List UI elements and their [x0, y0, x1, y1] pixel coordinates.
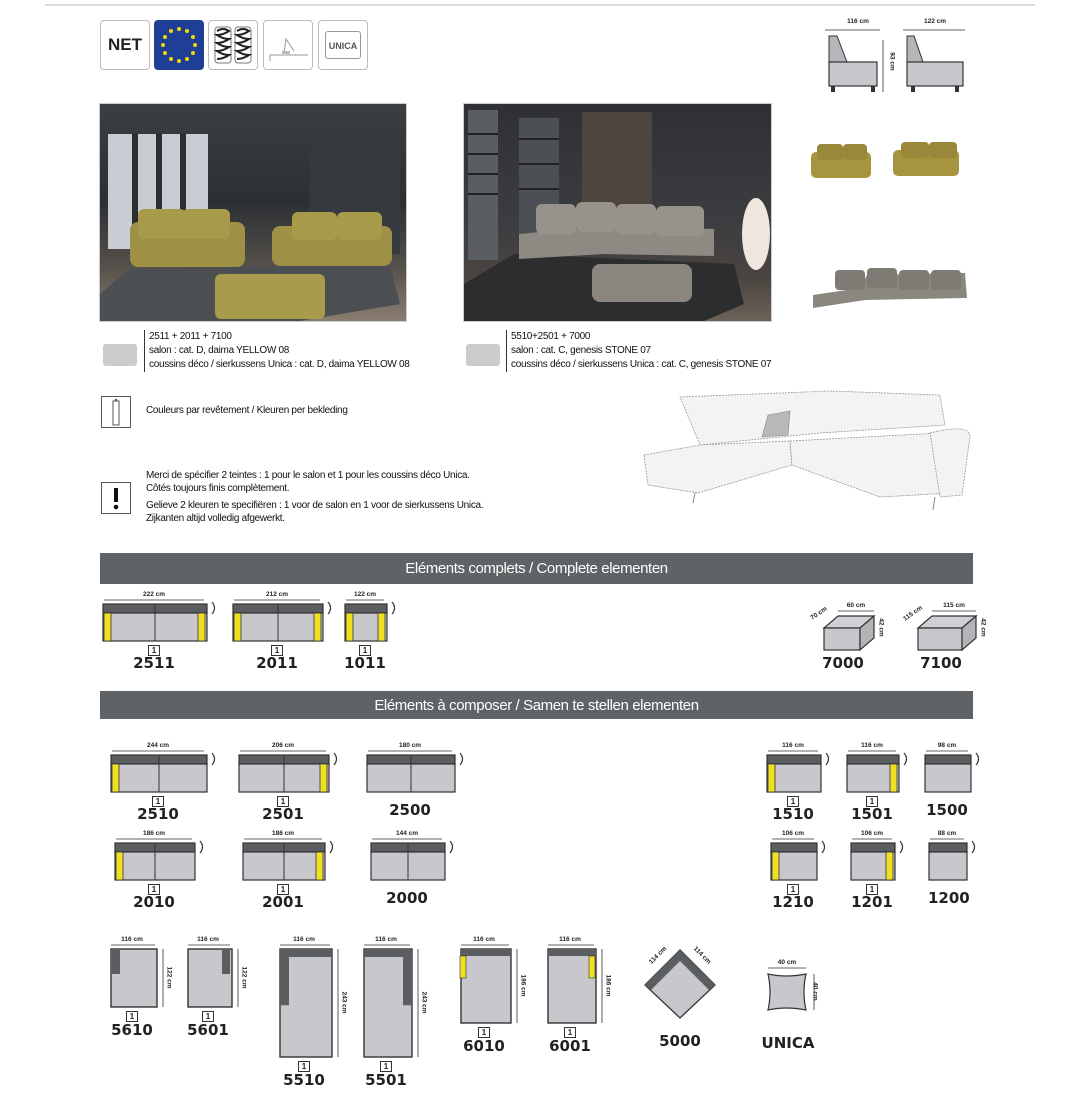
dimension-width: 144 cm	[395, 830, 419, 837]
corner-sofa-line-drawing	[640, 385, 975, 515]
element-6001	[546, 935, 624, 1059]
section-title-complete: Eléments complets / Complete elementen	[405, 560, 668, 577]
dimension-depth: 186 cm	[604, 974, 612, 997]
caption-cushions: coussins déco / sierkussens Unica : cat. D, daima YELLOW 08	[149, 359, 410, 370]
product-thumbnails	[805, 140, 980, 320]
badge-1-icon: 1	[787, 796, 799, 807]
dimension-width: 116 cm	[782, 742, 804, 749]
badge-1-icon: 1	[152, 796, 164, 807]
warning-fr-1: Merci de spécifier 2 teintes : 1 pour le salon et 1 pour les coussins déco Unica.	[146, 470, 470, 481]
element-unica-cushion	[760, 960, 830, 1050]
dimension-depth: 122 cm	[240, 966, 248, 989]
net-label: NET	[108, 35, 142, 54]
dimension-width: 222 cm	[142, 591, 166, 598]
element-2510	[110, 743, 226, 823]
warning-nl-1: Gelieve 2 kleuren te specifiëren : 1 voor de salon en 1 voor de sierkussens Unica.	[146, 500, 484, 511]
element-code: 1210	[772, 893, 814, 911]
dimension-depth: 243 cm	[340, 991, 348, 1014]
dimension-width: 116 cm	[473, 936, 495, 943]
dimension-width: 116 cm	[861, 742, 883, 749]
element-2501	[238, 743, 348, 823]
photo-caption-1	[144, 330, 469, 372]
unica-badge-label: UNICA	[328, 41, 358, 51]
dimension-width: 186 cm	[142, 830, 166, 837]
element-2001	[242, 831, 344, 911]
badge-1-icon: 1	[148, 884, 160, 895]
element-1201	[850, 831, 914, 911]
element-2010	[114, 831, 214, 911]
element-code: 2000	[386, 889, 428, 907]
element-5000	[635, 940, 725, 1055]
warning-nl-2: Zijkanten altijd volledig afgewerkt.	[146, 513, 285, 524]
element-code: 6010	[463, 1037, 505, 1055]
caption-cushions: coussins déco / sierkussens Unica : cat. C, genesis STONE 07	[511, 359, 772, 370]
profile-width-1: 116 cm	[847, 18, 869, 25]
caption-codes: 2511 + 2011 + 7100	[149, 331, 232, 342]
element-2000	[370, 831, 464, 911]
element-code: 7000	[822, 654, 864, 672]
element-code: 5610	[111, 1021, 153, 1039]
caption-salon: salon : cat. C, genesis STONE 07	[511, 345, 651, 356]
badge-1-icon: 1	[787, 884, 799, 895]
dimension-depth: 40 cm	[811, 982, 819, 1001]
element-1011	[344, 592, 406, 672]
dimension-width: 212 cm	[265, 591, 289, 598]
element-2500	[366, 743, 474, 823]
profile-height-1: 93 cm	[888, 52, 896, 71]
springs-icon	[208, 20, 258, 70]
element-2511	[102, 592, 226, 672]
dimension-width: 122 cm	[353, 591, 377, 598]
camera-icon	[466, 344, 500, 366]
net-badge	[100, 20, 150, 70]
badge-1-icon: 1	[359, 645, 371, 656]
eu-flag-icon	[154, 20, 204, 70]
badge-1-icon: 1	[271, 645, 283, 656]
dimension-depth: 70 cm	[809, 605, 829, 622]
element-code: 1500	[926, 801, 968, 819]
element-code: 1501	[851, 805, 893, 823]
element-code: 2001	[262, 893, 304, 911]
complete-elements-row	[100, 591, 987, 682]
warning-note	[146, 469, 606, 525]
camera-icon	[103, 344, 137, 366]
caption-codes: 5510+2501 + 7000	[511, 331, 591, 342]
element-code: 5601	[187, 1021, 229, 1039]
badge-1-icon: 1	[277, 884, 289, 895]
element-code: 1011	[344, 654, 386, 672]
warning-icon	[101, 482, 131, 514]
badge-1-icon: 1	[126, 1011, 138, 1022]
dimension-width: 116 cm	[293, 936, 315, 943]
element-5510	[278, 935, 360, 1093]
section-banner-complete	[100, 553, 973, 584]
element-code: 2500	[389, 801, 431, 819]
dimension-width: 114 cm	[647, 945, 669, 966]
dimension-width: 106 cm	[781, 830, 805, 837]
room-photo-yellow-sofas	[99, 103, 407, 322]
warning-fr-2: Côtés toujours finis complètement.	[146, 483, 290, 494]
dimension-height: 42 cm	[979, 618, 987, 637]
element-1500	[924, 743, 990, 823]
element-code: 2511	[133, 654, 175, 672]
photo-caption-2	[506, 330, 831, 372]
element-code: 2501	[262, 805, 304, 823]
element-1210	[770, 831, 836, 911]
element-1510	[766, 743, 840, 823]
badge-1-icon: 1	[564, 1027, 576, 1038]
element-code: 2010	[133, 893, 175, 911]
element-2011	[232, 592, 342, 672]
badge-1-icon: 1	[866, 884, 878, 895]
dimension-width: 115 cm	[943, 602, 965, 609]
dimension-depth: 115 cm	[902, 604, 924, 623]
caption-salon: salon : cat. D, daima YELLOW 08	[149, 345, 290, 356]
element-1501	[846, 743, 918, 823]
element-code: 1200	[928, 889, 970, 907]
element-5610	[109, 935, 185, 1043]
badge-1-icon: 1	[148, 645, 160, 656]
dimension-width: 40 cm	[777, 959, 797, 966]
dimension-depth: 243 cm	[420, 991, 428, 1014]
badge-1-icon: 1	[866, 796, 878, 807]
dimension-width: 180 cm	[398, 742, 422, 749]
unica-badge	[318, 20, 368, 70]
dimension-width: 206 cm	[271, 742, 295, 749]
element-code: 7100	[920, 654, 962, 672]
dimension-depth: 114 cm	[691, 945, 713, 966]
profile-width-2: 122 cm	[923, 18, 947, 25]
element-code: 5501	[365, 1071, 407, 1089]
colors-note: Couleurs par revêtement / Kleuren per bekleding	[146, 405, 348, 416]
dimension-width: 98 cm	[937, 742, 957, 749]
dimension-width: 116 cm	[375, 936, 397, 943]
dimension-width: 60 cm	[846, 602, 866, 609]
element-5601	[186, 935, 260, 1043]
element-code: 5000	[659, 1032, 701, 1050]
dimension-width: 116 cm	[197, 936, 219, 943]
element-code: 6001	[549, 1037, 591, 1055]
dimension-depth: 186 cm	[519, 974, 527, 997]
element-code: 1510	[772, 805, 814, 823]
dimension-width: 186 cm	[271, 830, 295, 837]
section-title-compose: Eléments à composer / Samen te stellen elementen	[374, 696, 699, 714]
compose-elements-area	[100, 735, 980, 1089]
element-code: 5510	[283, 1071, 325, 1089]
room-photo-grey-corner-sofa	[463, 103, 772, 322]
dimension-width: 116 cm	[121, 936, 143, 943]
badge-1-icon: 1	[380, 1061, 392, 1072]
element-1200	[928, 831, 986, 911]
side-profile-diagrams	[815, 18, 975, 98]
dimension-width: 244 cm	[146, 742, 170, 749]
info-icon	[101, 396, 131, 428]
element-7100	[902, 602, 990, 682]
element-5501	[362, 935, 440, 1093]
element-7000	[809, 602, 888, 682]
badge-1-icon: 1	[478, 1027, 490, 1038]
dimension-depth: 122 cm	[165, 966, 173, 989]
dimension-height: 42 cm	[877, 618, 885, 637]
element-code: UNICA	[761, 1034, 815, 1052]
badge-1-icon: 1	[298, 1061, 310, 1072]
element-6010	[459, 935, 539, 1059]
badge-1-icon: 1	[277, 796, 289, 807]
element-code: 2510	[137, 805, 179, 823]
dimension-width: 116 cm	[559, 936, 581, 943]
dimension-width: 88 cm	[937, 830, 957, 837]
top-rule	[45, 4, 1035, 6]
element-code: 1201	[851, 893, 893, 911]
dimension-width: 106 cm	[860, 830, 884, 837]
section-banner-compose	[100, 691, 973, 719]
element-code: 2011	[256, 654, 298, 672]
badge-1-icon: 1	[202, 1011, 214, 1022]
recliner-icon	[263, 20, 313, 70]
